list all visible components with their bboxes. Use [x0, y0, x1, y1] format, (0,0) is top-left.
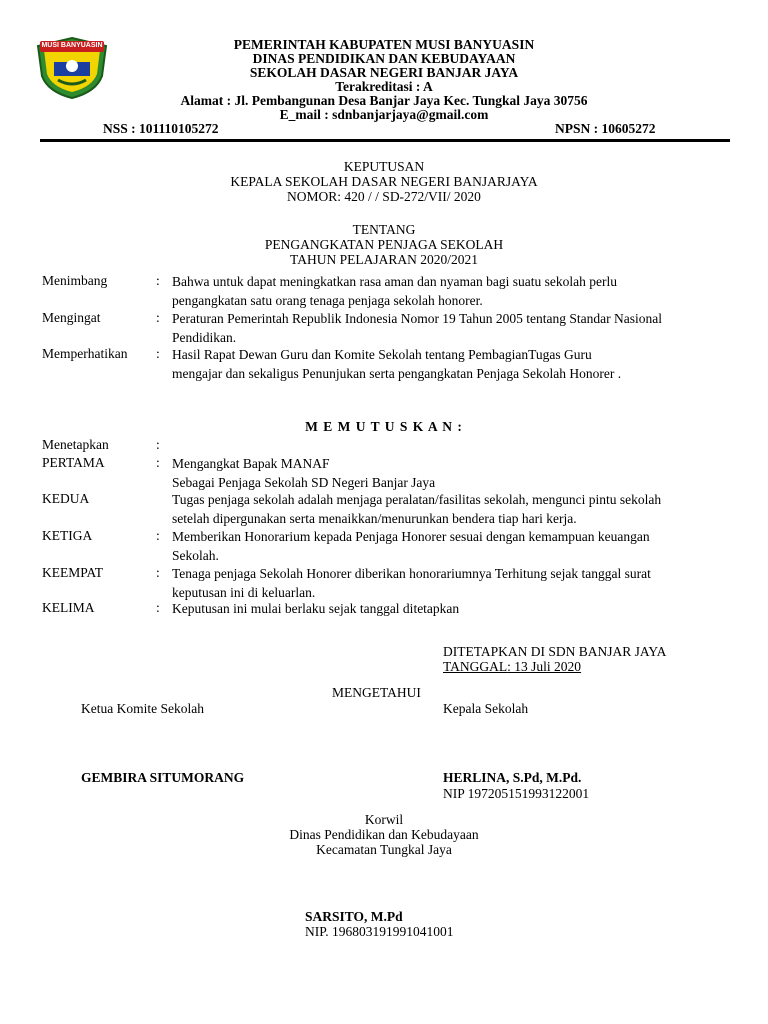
text-line: Peraturan Pemerintah Republik Indonesia Nomor 19 Tahun 2005 tentang Standar Nasional	[172, 311, 662, 326]
consideration-text	[172, 273, 617, 310]
decision-colon: :	[156, 565, 160, 580]
text-line: Tenaga penjaga Sekolah Honorer diberikan honorariumnya Terhitung sejak tanggal surat	[172, 566, 651, 581]
decision-colon: :	[156, 528, 160, 543]
left-signatory-name: GEMBIRA SITUMORANG	[81, 770, 245, 785]
consideration-label: Mengingat	[42, 310, 101, 325]
letterhead-email: E_mail : sdnbanjarjaya@gmail.com	[279, 107, 489, 122]
text-line: pengangkatan satu orang tenaga penjaga sekolah honorer.	[172, 292, 483, 308]
right-signatory-name: HERLINA, S.Pd, M.Pd.	[443, 770, 582, 785]
text-line: Bahwa untuk dapat meningkatkan rasa aman dan nyaman bagi suatu sekolah perlu	[172, 274, 617, 289]
text-line: Sekolah.	[172, 547, 219, 563]
decision-colon: :	[156, 455, 160, 470]
title-tahun: TAHUN PELAJARAN 2020/2021	[290, 252, 478, 267]
mengetahui: MENGETAHUI	[332, 685, 421, 700]
text-line: Memberikan Honorarium kepada Penjaga Honorer sesuai dengan kemampuan keuangan	[172, 529, 650, 544]
letterhead-nss: NSS : 101110105272	[103, 121, 219, 136]
consideration-colon: :	[156, 273, 160, 288]
decision-colon: :	[156, 600, 160, 615]
korwil-signatory-name: SARSITO, M.Pd	[305, 909, 403, 924]
title-keputusan: KEPUTUSAN	[343, 159, 425, 174]
decision-text	[172, 565, 651, 602]
consideration-text	[172, 310, 662, 347]
consideration-colon: :	[156, 310, 160, 325]
decision-text	[172, 528, 650, 565]
decision-label: KELIMA	[42, 600, 95, 615]
decision-text	[172, 491, 661, 528]
decision-label: PERTAMA	[42, 455, 105, 470]
letterhead-line2: DINAS PENDIDIKAN DAN KEBUDAYAAN	[252, 51, 516, 66]
letterhead-npsn: NPSN : 10605272	[555, 121, 656, 136]
tanggal	[443, 659, 581, 675]
letterhead-accreditation: Terakreditasi : A	[335, 79, 433, 94]
decision-text	[172, 455, 435, 492]
text-line: Mengangkat Bapak MANAF	[172, 456, 330, 471]
korwil-title: Korwil	[364, 812, 404, 827]
letterhead-line3: SEKOLAH DASAR NEGERI BANJAR JAYA	[249, 65, 519, 80]
right-signatory-nip: NIP 197205151993122001	[443, 786, 590, 801]
decision-label: Menetapkan	[42, 437, 109, 452]
consideration-label: Menimbang	[42, 273, 108, 288]
tanggal-value: : 13 Juli 2020	[507, 659, 582, 674]
decision-text	[172, 600, 459, 619]
decision-colon: :	[156, 437, 160, 452]
consideration-colon: :	[156, 346, 160, 361]
text-line: Sebagai Penjaga Sekolah SD Negeri Banjar Jaya	[172, 474, 436, 490]
right-signatory-role: Kepala Sekolah	[443, 701, 529, 716]
title-kepala: KEPALA SEKOLAH DASAR NEGERI BANJARJAYA	[230, 174, 538, 189]
text-line: Hasil Rapat Dewan Guru dan Komite Sekolah tentang PembagianTugas Guru	[172, 347, 592, 362]
tanggal-label: TANGGAL	[443, 659, 508, 674]
title-pengangkatan: PENGANGKATAN PENJAGA SEKOLAH	[264, 237, 504, 252]
text-line: keputusan ini di keluarlan.	[172, 584, 316, 600]
korwil-dinas: Dinas Pendidikan dan Kebudayaan	[289, 827, 479, 842]
consideration-text	[172, 346, 621, 383]
text-line: setelah dipergunakan serta menaikkan/menurunkan bendera tiap hari kerja.	[172, 510, 577, 526]
letterhead-divider	[40, 139, 730, 142]
ditetapkan: DITETAPKAN DI SDN BANJAR JAYA	[443, 644, 667, 659]
title-nomor: NOMOR: 420 / / SD-272/VII/ 2020	[287, 189, 481, 204]
decision-label: KETIGA	[42, 528, 93, 543]
logo-text: MUSI BANYUASIN	[41, 42, 103, 49]
decision-label: KEDUA	[42, 491, 90, 506]
text-line: Pendidikan.	[172, 329, 237, 345]
text-line: mengajar dan sekaligus Penunjukan serta pengangkatan Penjaga Sekolah Honorer .	[172, 365, 622, 381]
title-tentang: TENTANG	[352, 222, 416, 237]
letterhead-line1: PEMERINTAH KABUPATEN MUSI BANYUASIN	[233, 37, 535, 52]
text-line: Keputusan ini mulai berlaku sejak tanggal ditetapkan	[172, 601, 460, 616]
left-signatory-role: Ketua Komite Sekolah	[81, 701, 204, 716]
consideration-label: Memperhatikan	[42, 346, 128, 361]
letterhead-address: Alamat : Jl. Pembangunan Desa Banjar Jaya Kec. Tungkal Jaya 30756	[180, 93, 588, 108]
korwil-kecamatan: Kecamatan Tungkal Jaya	[316, 842, 452, 857]
memutuskan-heading: M E M U T U S K A N :	[305, 419, 463, 434]
decision-label: KEEMPAT	[42, 565, 104, 580]
text-line: Tugas penjaga sekolah adalah menjaga peralatan/fasilitas sekolah, mengunci pintu sekolah	[172, 492, 662, 507]
korwil-signatory-nip: NIP. 196803191991041001	[305, 924, 454, 939]
